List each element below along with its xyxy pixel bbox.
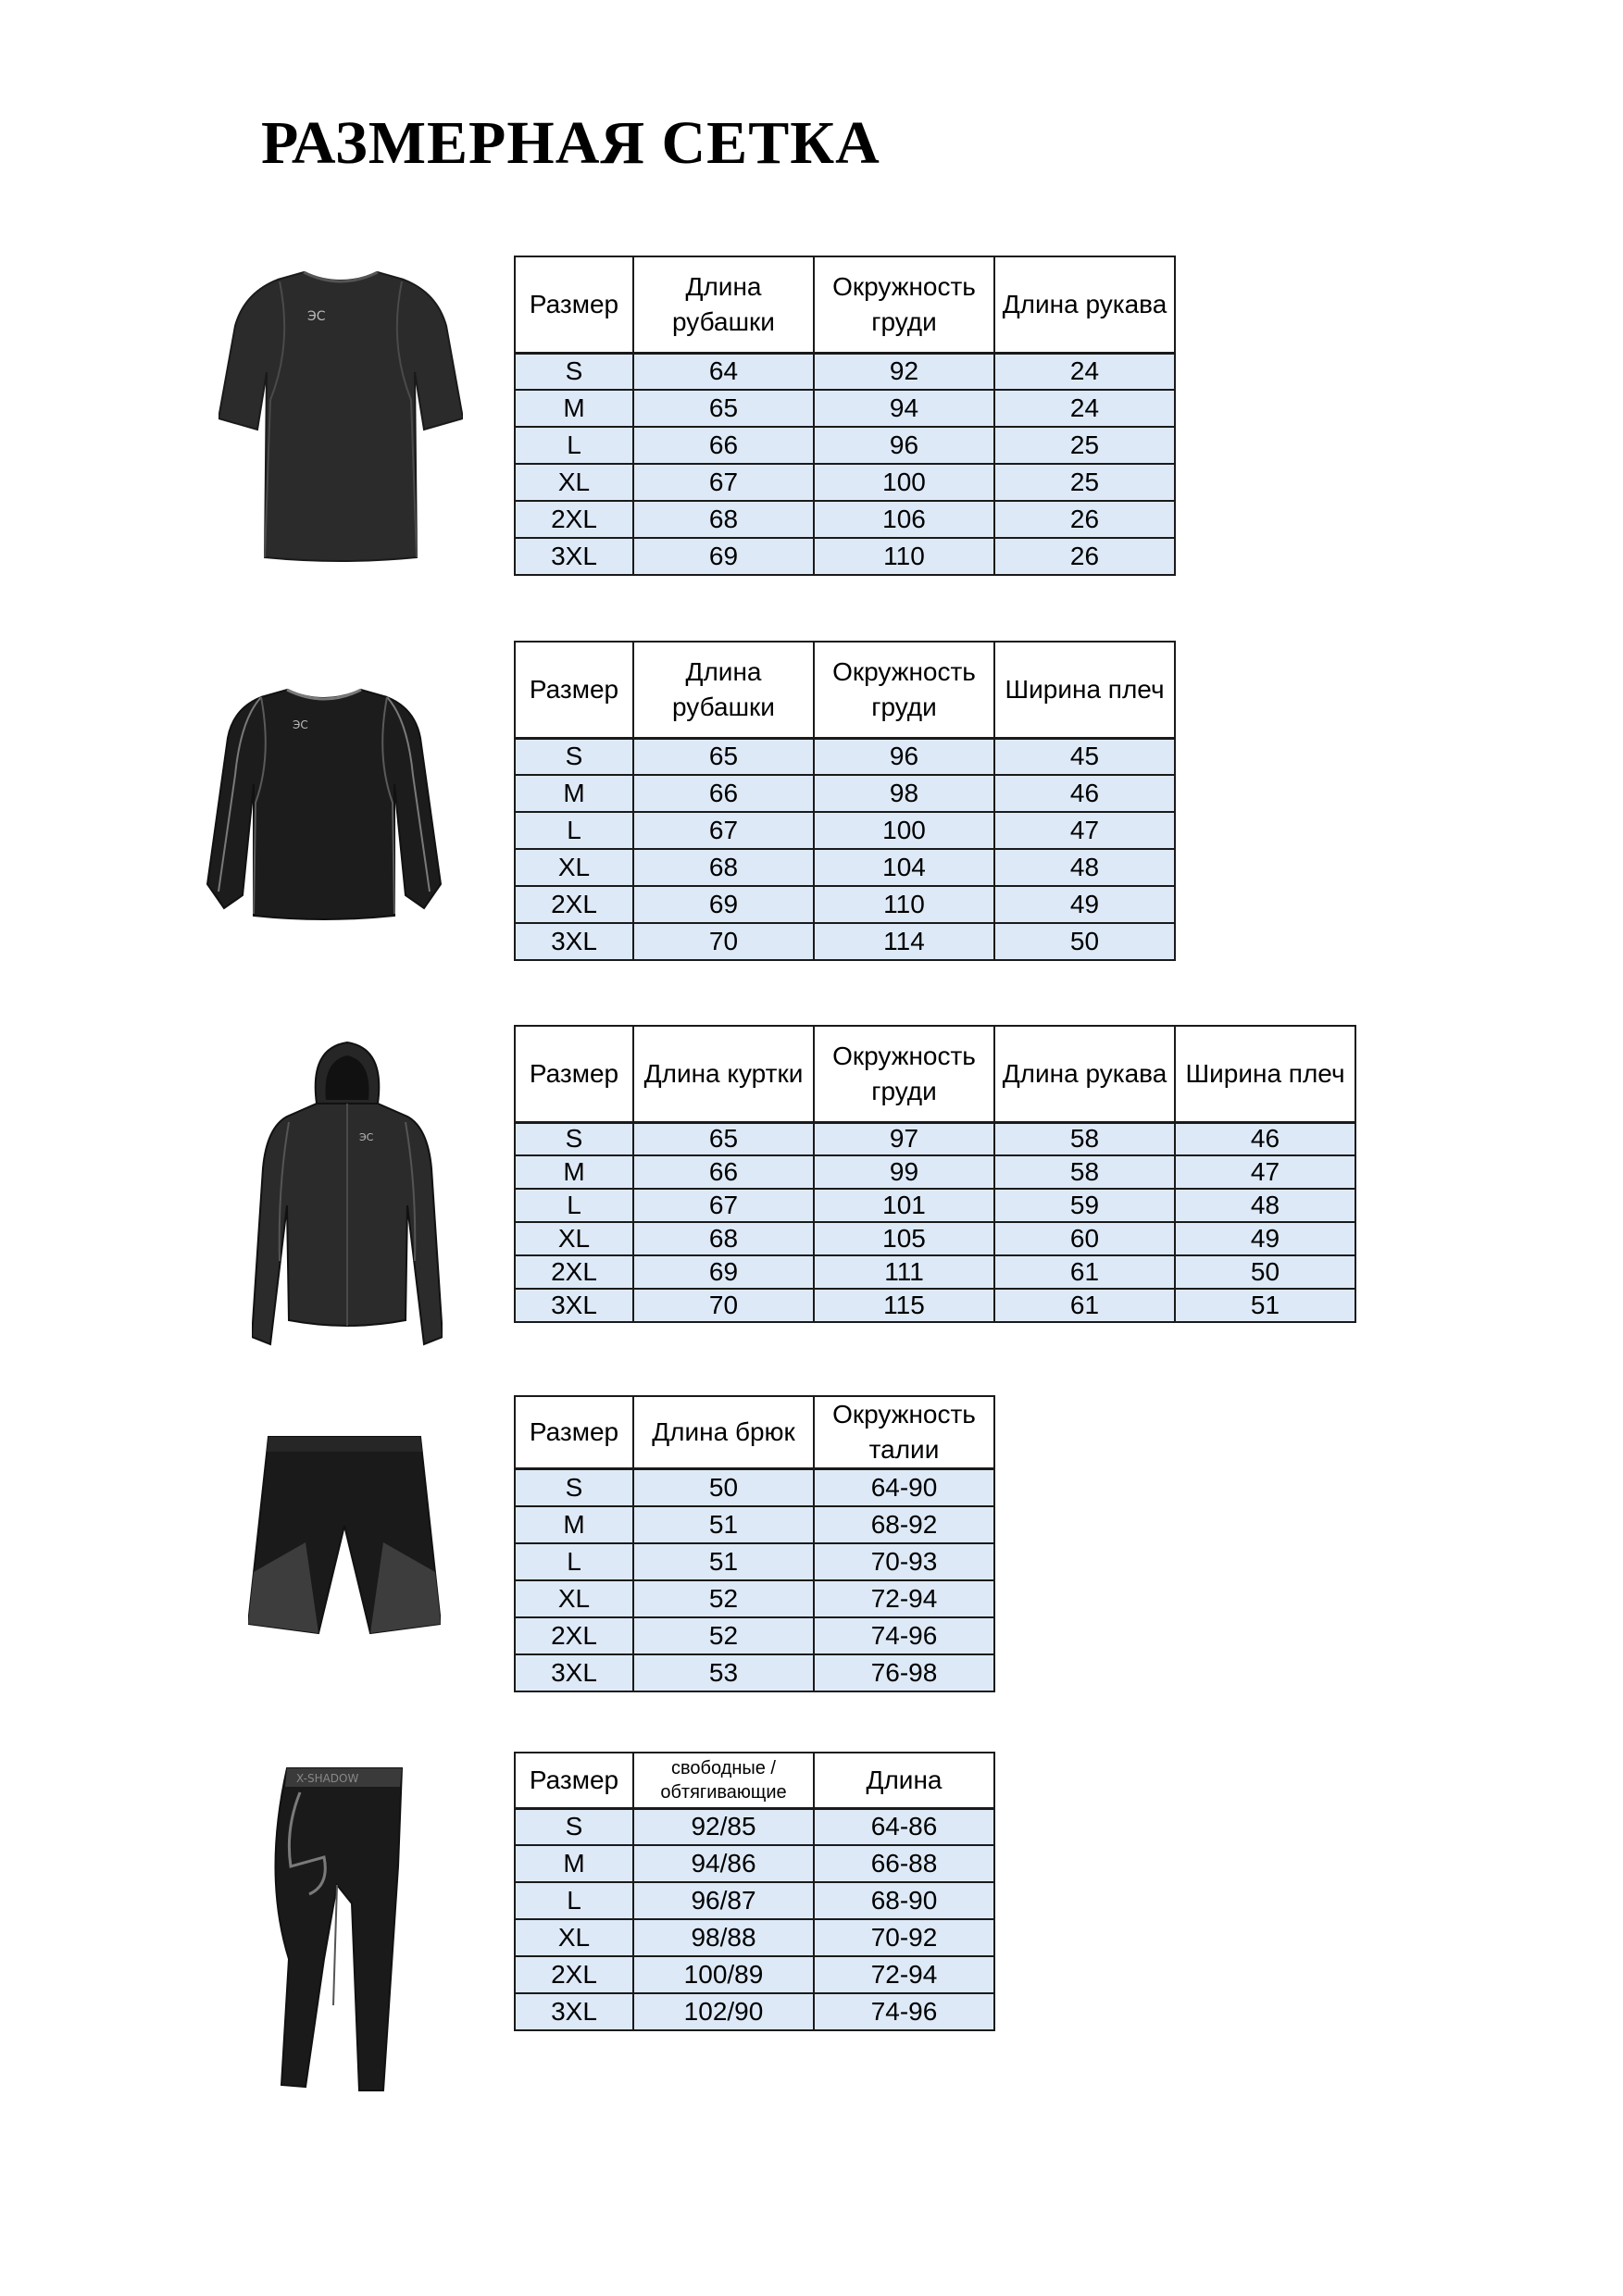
cell-shoulder-width: 50 xyxy=(1175,1255,1355,1289)
cell-sleeve-length: 26 xyxy=(994,501,1175,538)
cell-size: 3XL xyxy=(515,1993,633,2030)
cell-shirt-length: 67 xyxy=(633,464,814,501)
cell-chest-girth: 114 xyxy=(814,923,994,960)
cell-pants-length: 52 xyxy=(633,1617,814,1654)
table-row xyxy=(515,1845,994,1882)
cell-jacket-length: 66 xyxy=(633,1155,814,1189)
header-size: Размер xyxy=(515,1753,633,1808)
long-sleeve-shirt-icon xyxy=(204,682,444,923)
cell-chest-girth: 97 xyxy=(814,1122,994,1155)
svg-text:ЭС: ЭС xyxy=(293,718,308,731)
cell-shirt-length: 65 xyxy=(633,738,814,775)
cell-size: 2XL xyxy=(515,1956,633,1993)
cell-shoulder-width: 46 xyxy=(1175,1122,1355,1155)
header-shoulder-width: Ширина плеч xyxy=(994,642,1175,738)
cell-loose-tight: 92/85 xyxy=(633,1808,814,1845)
cell-shirt-length: 69 xyxy=(633,538,814,575)
shorts-icon xyxy=(248,1433,441,1644)
table-row xyxy=(515,738,1175,775)
table-row xyxy=(515,1808,994,1845)
cell-jacket-length: 68 xyxy=(633,1222,814,1255)
header-chest-girth: Окружность груди xyxy=(814,256,994,353)
header-chest-girth: Окружность груди xyxy=(814,642,994,738)
table-row xyxy=(515,1617,994,1654)
table-row xyxy=(515,1506,994,1543)
cell-chest-girth: 115 xyxy=(814,1289,994,1322)
cell-size: S xyxy=(515,1808,633,1845)
size-table-leggings xyxy=(514,1752,995,2031)
cell-shoulder-width: 48 xyxy=(994,849,1175,886)
cell-size: 3XL xyxy=(515,1654,633,1691)
cell-sleeve-length: 61 xyxy=(994,1289,1175,1322)
cell-chest-girth: 101 xyxy=(814,1189,994,1222)
header-shirt-length: Длина рубашки xyxy=(633,642,814,738)
cell-jacket-length: 67 xyxy=(633,1189,814,1222)
leggings-waistband-label: X-SHADOW xyxy=(296,1772,359,1785)
cell-size: L xyxy=(515,1543,633,1580)
header-size: Размер xyxy=(515,1396,633,1469)
cell-size: M xyxy=(515,1155,633,1189)
cell-chest-girth: 100 xyxy=(814,812,994,849)
cell-shoulder-width: 48 xyxy=(1175,1189,1355,1222)
cell-size: 3XL xyxy=(515,1289,633,1322)
cell-jacket-length: 69 xyxy=(633,1255,814,1289)
table-row xyxy=(515,812,1175,849)
table-row xyxy=(515,1543,994,1580)
cell-sleeve-length: 58 xyxy=(994,1122,1175,1155)
table-row xyxy=(515,849,1175,886)
cell-loose-tight: 98/88 xyxy=(633,1919,814,1956)
cell-shirt-length: 66 xyxy=(633,427,814,464)
size-table-jacket xyxy=(514,1025,1356,1323)
table-row xyxy=(515,1993,994,2030)
table-row xyxy=(515,1469,994,1506)
cell-shirt-length: 70 xyxy=(633,923,814,960)
cell-chest-girth: 96 xyxy=(814,427,994,464)
cell-pants-length: 50 xyxy=(633,1469,814,1506)
cell-size: M xyxy=(515,1845,633,1882)
cell-pants-length: 51 xyxy=(633,1543,814,1580)
header-sleeve-length: Длина рукава xyxy=(994,256,1175,353)
cell-size: 2XL xyxy=(515,886,633,923)
header-loose-tight: свободные / обтягивающие xyxy=(633,1753,814,1808)
cell-chest-girth: 110 xyxy=(814,886,994,923)
cell-chest-girth: 111 xyxy=(814,1255,994,1289)
cell-chest-girth: 104 xyxy=(814,849,994,886)
cell-loose-tight: 100/89 xyxy=(633,1956,814,1993)
cell-sleeve-length: 25 xyxy=(994,427,1175,464)
cell-loose-tight: 102/90 xyxy=(633,1993,814,2030)
cell-chest-girth: 100 xyxy=(814,464,994,501)
cell-chest-girth: 98 xyxy=(814,775,994,812)
cell-size: S xyxy=(515,738,633,775)
table-row xyxy=(515,353,1175,390)
cell-shirt-length: 69 xyxy=(633,886,814,923)
header-jacket-length: Длина куртки xyxy=(633,1026,814,1122)
cell-sleeve-length: 60 xyxy=(994,1222,1175,1255)
cell-pants-length: 51 xyxy=(633,1506,814,1543)
cell-size: XL xyxy=(515,1222,633,1255)
table-row xyxy=(515,1122,1355,1155)
cell-length: 72-94 xyxy=(814,1956,994,1993)
table-row xyxy=(515,1919,994,1956)
table-row xyxy=(515,501,1175,538)
cell-shoulder-width: 49 xyxy=(1175,1222,1355,1255)
cell-waist-girth: 68-92 xyxy=(814,1506,994,1543)
cell-size: 2XL xyxy=(515,1255,633,1289)
cell-size: L xyxy=(515,1189,633,1222)
cell-size: M xyxy=(515,775,633,812)
cell-size: S xyxy=(515,1122,633,1155)
cell-size: 2XL xyxy=(515,1617,633,1654)
table-row xyxy=(515,775,1175,812)
cell-size: M xyxy=(515,1506,633,1543)
header-shoulder-width: Ширина плеч xyxy=(1175,1026,1355,1122)
short-sleeve-tshirt-icon xyxy=(218,261,463,567)
header-size: Размер xyxy=(515,256,633,353)
cell-chest-girth: 96 xyxy=(814,738,994,775)
cell-sleeve-length: 61 xyxy=(994,1255,1175,1289)
cell-sleeve-length: 58 xyxy=(994,1155,1175,1189)
size-table-long-sleeve xyxy=(514,641,1176,961)
cell-shoulder-width: 45 xyxy=(994,738,1175,775)
cell-chest-girth: 110 xyxy=(814,538,994,575)
cell-shirt-length: 68 xyxy=(633,501,814,538)
cell-size: XL xyxy=(515,1919,633,1956)
cell-size: XL xyxy=(515,849,633,886)
cell-shirt-length: 65 xyxy=(633,390,814,427)
cell-sleeve-length: 26 xyxy=(994,538,1175,575)
table-row xyxy=(515,1882,994,1919)
cell-length: 74-96 xyxy=(814,1993,994,2030)
cell-sleeve-length: 59 xyxy=(994,1189,1175,1222)
cell-waist-girth: 64-90 xyxy=(814,1469,994,1506)
cell-size: 3XL xyxy=(515,538,633,575)
svg-text:ЭС: ЭС xyxy=(307,309,326,324)
cell-shirt-length: 64 xyxy=(633,353,814,390)
svg-text:ЭС: ЭС xyxy=(359,1131,374,1143)
cell-size: XL xyxy=(515,464,633,501)
cell-loose-tight: 94/86 xyxy=(633,1845,814,1882)
cell-size: L xyxy=(515,427,633,464)
cell-length: 68-90 xyxy=(814,1882,994,1919)
table-row xyxy=(515,1654,994,1691)
cell-shoulder-width: 51 xyxy=(1175,1289,1355,1322)
cell-size: XL xyxy=(515,1580,633,1617)
header-size: Размер xyxy=(515,1026,633,1122)
cell-jacket-length: 65 xyxy=(633,1122,814,1155)
cell-chest-girth: 105 xyxy=(814,1222,994,1255)
cell-waist-girth: 72-94 xyxy=(814,1580,994,1617)
cell-size: S xyxy=(515,353,633,390)
cell-shoulder-width: 47 xyxy=(994,812,1175,849)
cell-length: 70-92 xyxy=(814,1919,994,1956)
cell-shirt-length: 66 xyxy=(633,775,814,812)
table-row xyxy=(515,390,1175,427)
cell-size: 2XL xyxy=(515,501,633,538)
size-table-shorts xyxy=(514,1395,995,1692)
cell-waist-girth: 74-96 xyxy=(814,1617,994,1654)
cell-size: M xyxy=(515,390,633,427)
cell-waist-girth: 76-98 xyxy=(814,1654,994,1691)
cell-pants-length: 52 xyxy=(633,1580,814,1617)
table-row xyxy=(515,1155,1355,1189)
table-row xyxy=(515,886,1175,923)
cell-chest-girth: 92 xyxy=(814,353,994,390)
cell-size: 3XL xyxy=(515,923,633,960)
cell-jacket-length: 70 xyxy=(633,1289,814,1322)
cell-sleeve-length: 24 xyxy=(994,390,1175,427)
header-chest-girth: Окружность груди xyxy=(814,1026,994,1122)
header-pants-length: Длина брюк xyxy=(633,1396,814,1469)
cell-shoulder-width: 47 xyxy=(1175,1155,1355,1189)
page-title: РАЗМЕРНАЯ СЕТКА xyxy=(261,109,880,177)
header-sleeve-length: Длина рукава xyxy=(994,1026,1175,1122)
header-shirt-length: Длина рубашки xyxy=(633,256,814,353)
header-waist-girth: Окружность талии xyxy=(814,1396,994,1469)
cell-shirt-length: 67 xyxy=(633,812,814,849)
cell-length: 64-86 xyxy=(814,1808,994,1845)
table-row xyxy=(515,1580,994,1617)
table-row xyxy=(515,1255,1355,1289)
size-table-tshirt xyxy=(514,256,1176,576)
cell-sleeve-length: 25 xyxy=(994,464,1175,501)
cell-shirt-length: 68 xyxy=(633,849,814,886)
table-row xyxy=(515,1956,994,1993)
table-row xyxy=(515,1222,1355,1255)
cell-size: L xyxy=(515,1882,633,1919)
table-row xyxy=(515,923,1175,960)
cell-shoulder-width: 49 xyxy=(994,886,1175,923)
header-size: Размер xyxy=(515,642,633,738)
hooded-jacket-icon xyxy=(252,1039,443,1350)
table-row xyxy=(515,538,1175,575)
cell-waist-girth: 70-93 xyxy=(814,1543,994,1580)
leggings-icon xyxy=(244,1765,411,2098)
cell-chest-girth: 94 xyxy=(814,390,994,427)
cell-shoulder-width: 50 xyxy=(994,923,1175,960)
table-row xyxy=(515,1189,1355,1222)
cell-size: S xyxy=(515,1469,633,1506)
table-row xyxy=(515,464,1175,501)
header-length: Длина xyxy=(814,1753,994,1808)
cell-chest-girth: 106 xyxy=(814,501,994,538)
cell-chest-girth: 99 xyxy=(814,1155,994,1189)
table-row xyxy=(515,1289,1355,1322)
cell-sleeve-length: 24 xyxy=(994,353,1175,390)
table-row xyxy=(515,427,1175,464)
cell-length: 66-88 xyxy=(814,1845,994,1882)
cell-size: L xyxy=(515,812,633,849)
cell-loose-tight: 96/87 xyxy=(633,1882,814,1919)
cell-shoulder-width: 46 xyxy=(994,775,1175,812)
cell-pants-length: 53 xyxy=(633,1654,814,1691)
